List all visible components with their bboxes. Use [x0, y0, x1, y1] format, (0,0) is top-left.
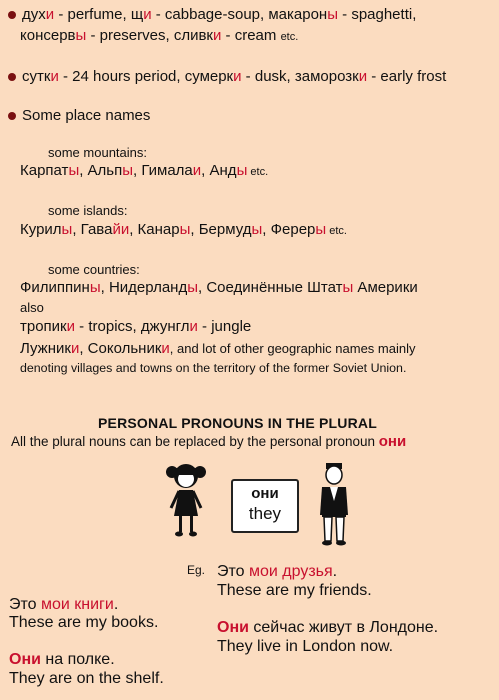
segment-text: - preserves, сливк: [86, 27, 213, 44]
example-books-ru: [9, 595, 118, 614]
section-intro: [11, 433, 406, 450]
ending-highlight: и: [143, 6, 152, 23]
ending-highlight: ы: [61, 221, 73, 238]
ending-highlight: ы: [187, 279, 198, 296]
group-caption-mountains: some mountains:: [48, 145, 147, 160]
group-line-mountains: [20, 162, 268, 181]
bullet-item-3: [8, 107, 150, 125]
boy-figure-icon: [316, 461, 352, 547]
segment-text: - perfume, щ: [54, 6, 144, 23]
segment-text: - dusk, заморозк: [241, 68, 359, 85]
ending-highlight: ы: [89, 279, 101, 296]
section-intro-pronoun: они: [378, 433, 407, 450]
etc-text: etc.: [247, 166, 269, 178]
example-text: Это: [9, 596, 41, 613]
segment-text: - spaghetti,: [337, 6, 417, 23]
bullet-item-2: [8, 68, 446, 86]
example-highlight: мои друзья: [249, 563, 333, 580]
segment-text: тропик: [20, 318, 67, 335]
eg-label: Eg.: [187, 563, 206, 577]
tropics-line: [20, 318, 251, 336]
segment-text: , Гимала: [133, 162, 193, 179]
segment-text: - early frost: [367, 68, 447, 85]
bullet-dot: [8, 11, 16, 19]
luzhniki-line: [20, 340, 415, 358]
segment-text: , Нидерланд: [100, 279, 188, 296]
segment-text: Филиппин: [20, 279, 90, 296]
bullet-line: [22, 68, 446, 85]
pronoun-box-english: they: [248, 504, 282, 523]
pronoun-box: [231, 479, 299, 533]
ending-highlight: и: [45, 6, 55, 23]
segment-text: дух: [22, 6, 46, 23]
etc-text: etc.: [280, 31, 299, 43]
example-london-en: They live in London now.: [217, 638, 394, 655]
ending-highlight: ы: [179, 221, 191, 238]
example-london-ru: [217, 618, 438, 637]
bullet-dot: [8, 112, 16, 120]
group-line-countries: [20, 279, 418, 297]
segment-text: , Ферер: [262, 221, 316, 238]
section-title: PERSONAL PRONOUNS IN THE PLURAL: [98, 415, 377, 431]
ending-highlight: ы: [122, 162, 134, 179]
etc-text: etc.: [326, 225, 347, 237]
bullet-line: [22, 107, 150, 124]
ending-highlight: и: [189, 318, 198, 335]
segment-text: - cream: [221, 27, 281, 44]
ending-highlight: ы: [342, 279, 354, 296]
example-shelf-en: They are on the shelf.: [9, 670, 164, 687]
segment-text: , Анд: [201, 162, 237, 179]
segment-text: Курил: [20, 221, 62, 238]
segment-text: консерв: [20, 27, 76, 44]
segment-text: Америки: [353, 279, 418, 296]
segment-text: , and lot of other geographic names mainly: [169, 341, 416, 356]
bullet-dot: [8, 73, 16, 81]
example-shelf-ru: [9, 650, 115, 669]
ending-highlight: и: [66, 318, 76, 335]
girl-figure-icon: [164, 460, 208, 542]
ending-highlight: и: [70, 340, 80, 357]
segment-text: , Канар: [129, 221, 180, 238]
also-label: also: [20, 300, 44, 315]
segment-text: - cabbage-soup, макарон: [151, 6, 328, 23]
ending-highlight: йи: [112, 221, 130, 238]
example-text: сейчас живут в Лондоне.: [248, 619, 439, 636]
example-text: Это: [217, 563, 249, 580]
segment-text: Some place names: [22, 107, 151, 124]
segment-text: Лужник: [20, 340, 71, 357]
ending-highlight: ы: [315, 221, 327, 238]
example-text: на полке.: [40, 651, 115, 668]
ending-highlight: ы: [236, 162, 248, 179]
example-text: .: [332, 563, 338, 580]
example-friends-ru: [217, 562, 337, 581]
ending-highlight: и: [233, 68, 242, 85]
segment-text: , Соединённые Штат: [198, 279, 343, 296]
ending-highlight: и: [161, 340, 170, 357]
example-highlight: Они: [217, 619, 249, 636]
example-highlight: Они: [9, 651, 41, 668]
ending-highlight: ы: [251, 221, 263, 238]
segment-text: , Альп: [79, 162, 123, 179]
example-text: .: [113, 596, 119, 613]
segment-text: - 24 hours period, сумерк: [58, 68, 234, 85]
group-caption-islands: some islands:: [48, 203, 128, 218]
segment-text: - tropics, джунгл: [75, 318, 190, 335]
pronoun-box-russian: они: [251, 485, 279, 502]
example-friends-en: These are my friends.: [217, 582, 372, 599]
bullet-item-1: [8, 6, 416, 24]
bullet-item-1-line-2: [20, 27, 298, 46]
segment-text: , Сокольник: [79, 340, 162, 357]
example-highlight: мои книги: [41, 596, 114, 613]
section-intro-text: All the plural nouns can be replaced by the personal pronoun: [11, 434, 379, 449]
ending-highlight: ы: [75, 27, 87, 44]
bullet-line: [22, 6, 416, 23]
group-caption-countries: some countries:: [48, 262, 140, 277]
segment-text: Карпат: [20, 162, 69, 179]
ending-highlight: ы: [68, 162, 80, 179]
ending-highlight: ы: [327, 6, 338, 23]
ending-highlight: и: [358, 68, 368, 85]
segment-text: сутк: [22, 68, 51, 85]
ending-highlight: и: [50, 68, 59, 85]
luzhniki-line-2: denoting villages and towns on the territory of the former Soviet Union.: [20, 361, 407, 375]
example-books-en: These are my books.: [9, 614, 159, 631]
group-line-islands: [20, 221, 347, 240]
segment-text: , Гава: [72, 221, 113, 238]
ending-highlight: и: [192, 162, 202, 179]
segment-text: - jungle: [197, 318, 252, 335]
ending-highlight: и: [212, 27, 222, 44]
segment-text: , Бермуд: [190, 221, 252, 238]
